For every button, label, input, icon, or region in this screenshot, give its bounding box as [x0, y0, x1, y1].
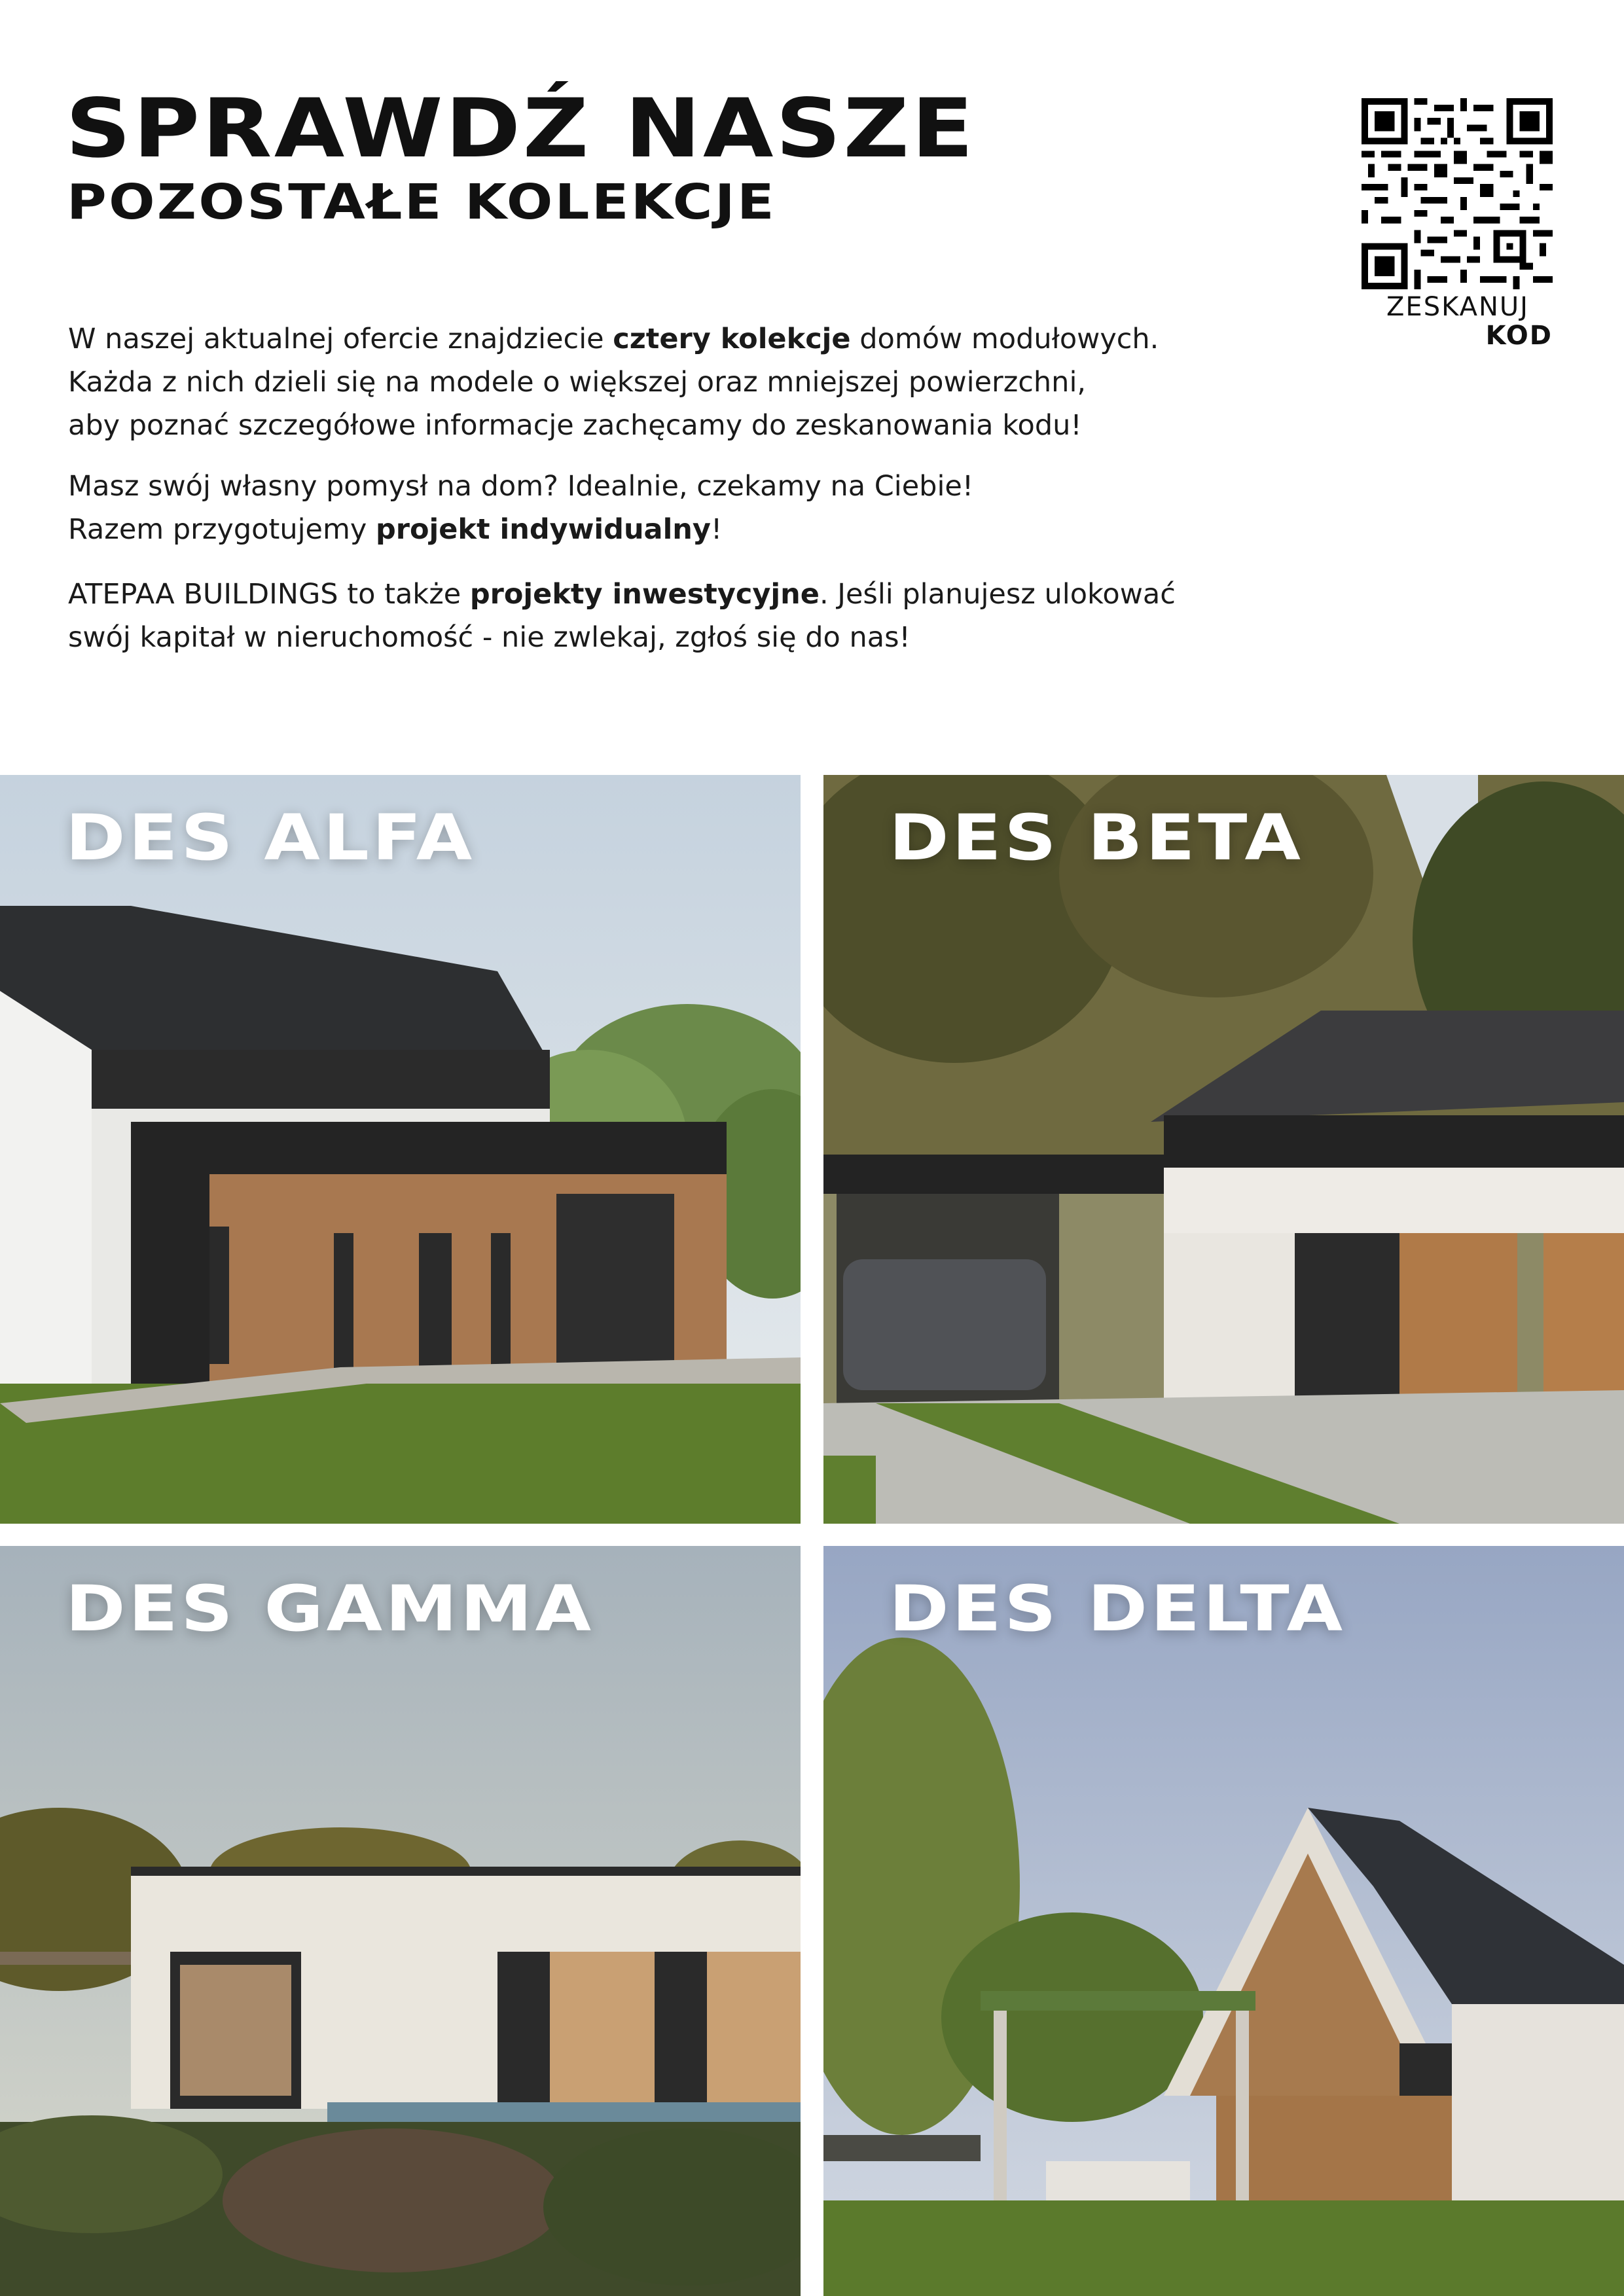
collection-card-beta[interactable] [823, 775, 1624, 1524]
collection-card-delta[interactable] [823, 1546, 1624, 2296]
collection-title: DES ALFA [65, 801, 475, 874]
house-photo-gamma [0, 1546, 801, 2296]
qr-code-icon[interactable] [1362, 98, 1553, 289]
collection-title: DES DELTA [889, 1572, 1346, 1645]
collection-card-alfa[interactable] [0, 775, 801, 1524]
intro-paragraph-individual: Masz swój własny pomysł na dom? Idealnie, czekamy na Ciebie! Razem przygotujemy projekt indywidualny! [68, 470, 974, 546]
collection-title: DES BETA [889, 801, 1304, 874]
intro-paragraph-investment: ATEPAA BUILDINGS to także projekty inwestycyjne. Jeśli planujesz ulokować swój kapitał w nieruchomość - nie zwlekaj, zgłoś się do nas! [68, 578, 1176, 654]
house-photo-alfa [0, 775, 801, 1524]
qr-label: ZESKANUJ [1386, 292, 1529, 322]
qr-label-bold: KOD [1485, 321, 1553, 351]
house-photo-delta [823, 1546, 1624, 2296]
collection-title: DES GAMMA [65, 1572, 594, 1645]
collection-card-gamma[interactable] [0, 1546, 801, 2296]
page-subtitle: POZOSTAŁE KOLEKCJE [67, 174, 777, 230]
page-title: SPRAWDŹ NASZE [65, 82, 976, 176]
house-photo-beta [823, 775, 1624, 1524]
intro-paragraph-collections: W naszej aktualnej ofercie znajdziecie cztery kolekcje domów modułowych. Każda z nich dzieli się na modele o większej oraz mniejszej powierzchni, aby poznać szczegółowe informacje zachęcamy do zeskanowania kodu! [68, 323, 1159, 442]
